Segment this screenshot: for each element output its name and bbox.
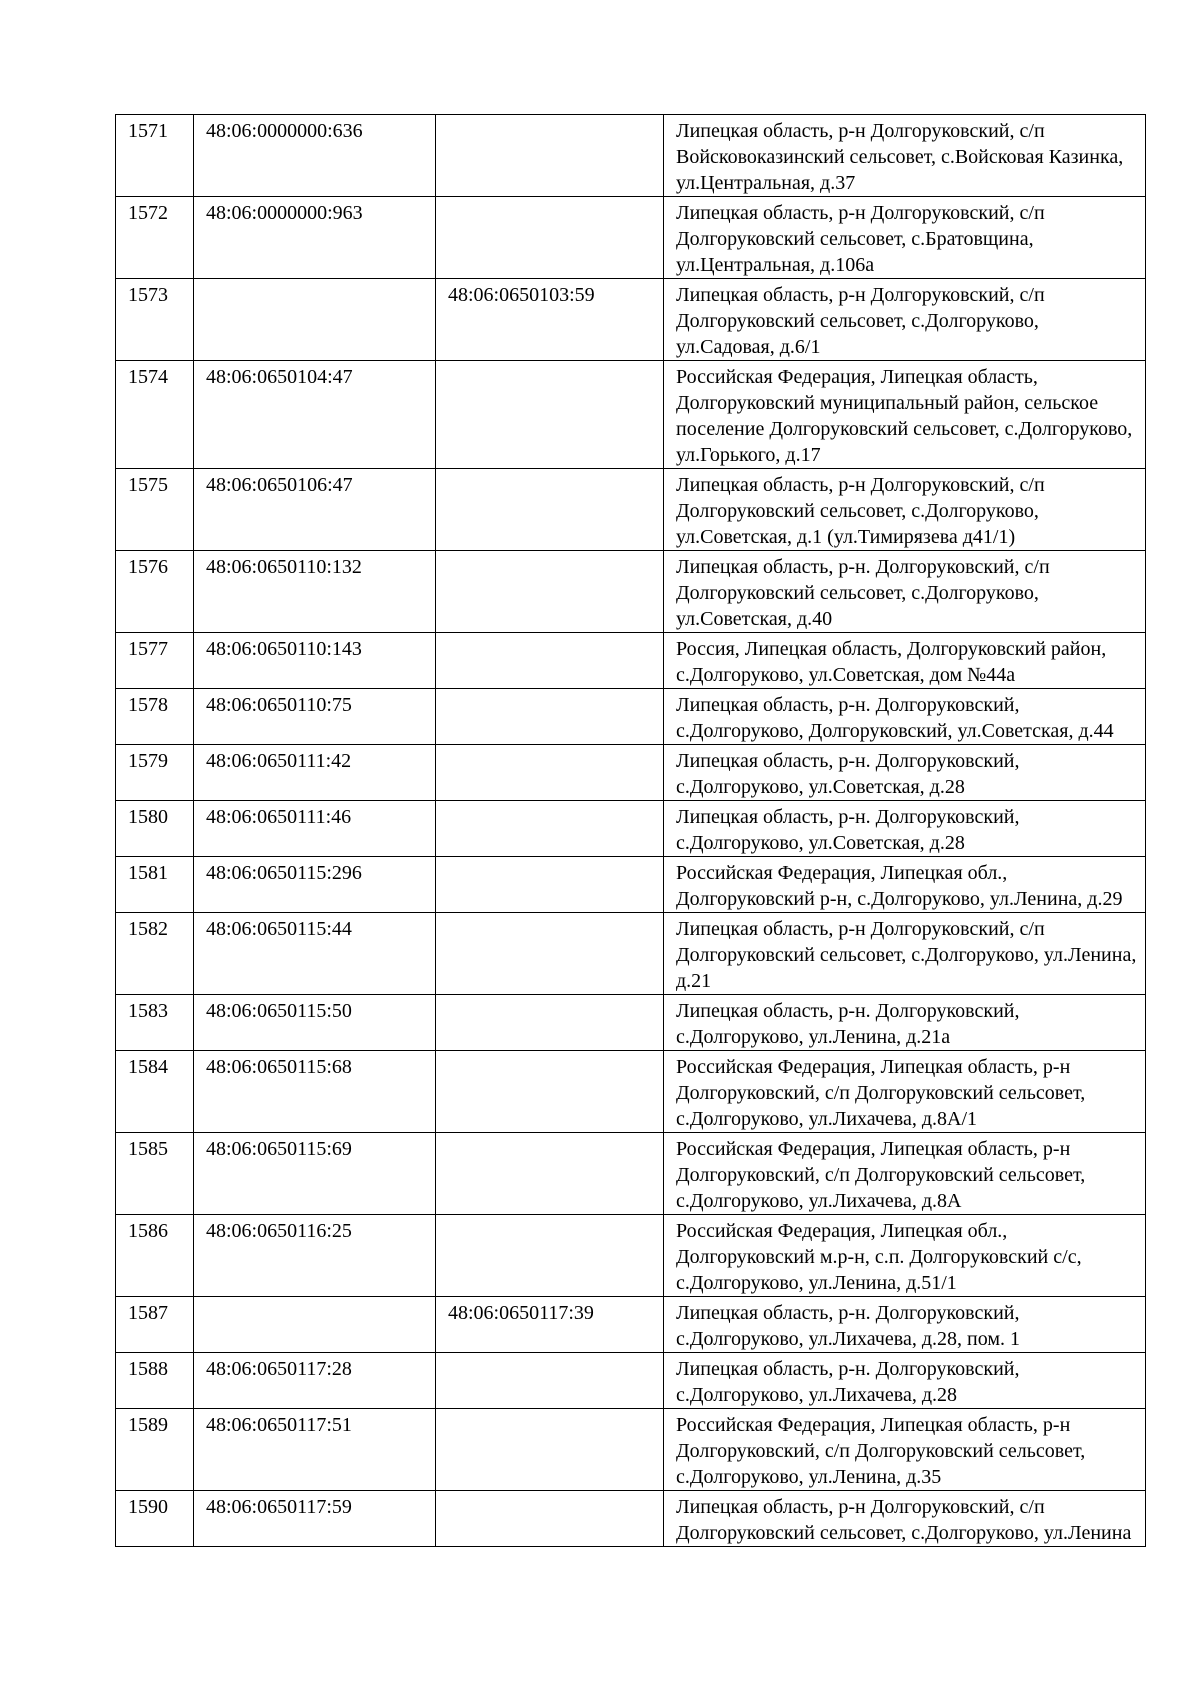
address: Российская Федерация, Липецкая обл., Долгоруковский р-н, с.Долгоруково, ул.Ленина, д.29 bbox=[664, 857, 1146, 913]
address: Российская Федерация, Липецкая область, р-н Долгоруковский, с/п Долгоруковский сельсовет, с.Долгоруково, ул.Ленина, д.35 bbox=[664, 1409, 1146, 1491]
table-row bbox=[116, 197, 1146, 279]
address: Липецкая область, р-н Долгоруковский, с/п Войсковоказинский сельсовет, с.Войсковая Казинка, ул.Центральная, д.37 bbox=[664, 115, 1146, 197]
address: Липецкая область, р-н. Долгоруковский, с.Долгоруково, ул.Ленина, д.21а bbox=[664, 995, 1146, 1051]
table-row bbox=[116, 1353, 1146, 1409]
related-cadastral-number bbox=[436, 551, 664, 633]
row-number: 1573 bbox=[116, 279, 194, 361]
table-row bbox=[116, 1409, 1146, 1491]
address: Липецкая область, р-н. Долгоруковский, с.Долгоруково, Долгоруковский, ул.Советская, д.44 bbox=[664, 689, 1146, 745]
row-number: 1574 bbox=[116, 361, 194, 469]
related-cadastral-number bbox=[436, 913, 664, 995]
address: Российская Федерация, Липецкая обл., Долгоруковский м.р-н, с.п. Долгоруковский с/с, с.Долгоруково, ул.Ленина, д.51/1 bbox=[664, 1215, 1146, 1297]
table-row bbox=[116, 1051, 1146, 1133]
cadastral-number: 48:06:0650110:132 bbox=[194, 551, 436, 633]
related-cadastral-number: 48:06:0650103:59 bbox=[436, 279, 664, 361]
address: Россия, Липецкая область, Долгоруковский район, с.Долгоруково, ул.Советская, дом №44а bbox=[664, 633, 1146, 689]
row-number: 1587 bbox=[116, 1297, 194, 1353]
row-number: 1579 bbox=[116, 745, 194, 801]
related-cadastral-number bbox=[436, 361, 664, 469]
table-row bbox=[116, 801, 1146, 857]
cadastral-number: 48:06:0650115:296 bbox=[194, 857, 436, 913]
address: Липецкая область, р-н Долгоруковский, с/п Долгоруковский сельсовет, с.Долгоруково, ул.Ленина, д.21 bbox=[664, 913, 1146, 995]
table-row bbox=[116, 745, 1146, 801]
cadastral-number: 48:06:0650111:46 bbox=[194, 801, 436, 857]
table-row bbox=[116, 1297, 1146, 1353]
address: Российская Федерация, Липецкая область, р-н Долгоруковский, с/п Долгоруковский сельсовет, с.Долгоруково, ул.Лихачева, д.8А bbox=[664, 1133, 1146, 1215]
related-cadastral-number bbox=[436, 745, 664, 801]
cadastral-number: 48:06:0000000:963 bbox=[194, 197, 436, 279]
row-number: 1583 bbox=[116, 995, 194, 1051]
related-cadastral-number bbox=[436, 995, 664, 1051]
address: Липецкая область, р-н. Долгоруковский, с.Долгоруково, ул.Лихачева, д.28 bbox=[664, 1353, 1146, 1409]
address: Липецкая область, р-н Долгоруковский, с/п Долгоруковский сельсовет, с.Долгоруково, ул.Советская, д.1 (ул.Тимирязева д41/1) bbox=[664, 469, 1146, 551]
cadastral-number: 48:06:0650117:51 bbox=[194, 1409, 436, 1491]
address: Липецкая область, р-н. Долгоруковский, с.Долгоруково, ул.Советская, д.28 bbox=[664, 801, 1146, 857]
related-cadastral-number: 48:06:0650117:39 bbox=[436, 1297, 664, 1353]
table-row bbox=[116, 995, 1146, 1051]
table-row bbox=[116, 633, 1146, 689]
related-cadastral-number bbox=[436, 1353, 664, 1409]
related-cadastral-number bbox=[436, 469, 664, 551]
address: Липецкая область, р-н Долгоруковский, с/п Долгоруковский сельсовет, с.Братовщина, ул.Центральная, д.106а bbox=[664, 197, 1146, 279]
table-row bbox=[116, 279, 1146, 361]
cadastral-number: 48:06:0650115:50 bbox=[194, 995, 436, 1051]
cadastral-number: 48:06:0650111:42 bbox=[194, 745, 436, 801]
table-row bbox=[116, 689, 1146, 745]
related-cadastral-number bbox=[436, 1491, 664, 1547]
address: Российская Федерация, Липецкая область, р-н Долгоруковский, с/п Долгоруковский сельсовет, с.Долгоруково, ул.Лихачева, д.8А/1 bbox=[664, 1051, 1146, 1133]
row-number: 1576 bbox=[116, 551, 194, 633]
row-number: 1589 bbox=[116, 1409, 194, 1491]
row-number: 1585 bbox=[116, 1133, 194, 1215]
table-row bbox=[116, 115, 1146, 197]
cadastral-number bbox=[194, 279, 436, 361]
cadastral-number: 48:06:0650117:28 bbox=[194, 1353, 436, 1409]
cadastral-number: 48:06:0650110:143 bbox=[194, 633, 436, 689]
table-row bbox=[116, 469, 1146, 551]
row-number: 1586 bbox=[116, 1215, 194, 1297]
related-cadastral-number bbox=[436, 857, 664, 913]
table-row bbox=[116, 551, 1146, 633]
property-registry-table bbox=[115, 114, 1146, 1547]
related-cadastral-number bbox=[436, 801, 664, 857]
address: Липецкая область, р-н. Долгоруковский, с.Долгоруково, ул.Советская, д.28 bbox=[664, 745, 1146, 801]
cadastral-number: 48:06:0650116:25 bbox=[194, 1215, 436, 1297]
address: Липецкая область, р-н. Долгоруковский, с/п Долгоруковский сельсовет, с.Долгоруково, ул.Советская, д.40 bbox=[664, 551, 1146, 633]
row-number: 1578 bbox=[116, 689, 194, 745]
related-cadastral-number bbox=[436, 1133, 664, 1215]
row-number: 1581 bbox=[116, 857, 194, 913]
address: Липецкая область, р-н Долгоруковский, с/п Долгоруковский сельсовет, с.Долгоруково, ул.Ленина bbox=[664, 1491, 1146, 1547]
table-row bbox=[116, 361, 1146, 469]
row-number: 1572 bbox=[116, 197, 194, 279]
cadastral-number: 48:06:0650104:47 bbox=[194, 361, 436, 469]
cadastral-number: 48:06:0650115:68 bbox=[194, 1051, 436, 1133]
address: Российская Федерация, Липецкая область, Долгоруковский муниципальный район, сельское поселение Долгоруковский сельсовет, с.Долгоруково, ул.Горького, д.17 bbox=[664, 361, 1146, 469]
table-row bbox=[116, 1491, 1146, 1547]
row-number: 1590 bbox=[116, 1491, 194, 1547]
cadastral-number: 48:06:0000000:636 bbox=[194, 115, 436, 197]
cadastral-number: 48:06:0650115:69 bbox=[194, 1133, 436, 1215]
cadastral-number: 48:06:0650106:47 bbox=[194, 469, 436, 551]
row-number: 1575 bbox=[116, 469, 194, 551]
document-page bbox=[115, 114, 1145, 1547]
row-number: 1580 bbox=[116, 801, 194, 857]
address: Липецкая область, р-н Долгоруковский, с/п Долгоруковский сельсовет, с.Долгоруково, ул.Садовая, д.6/1 bbox=[664, 279, 1146, 361]
related-cadastral-number bbox=[436, 633, 664, 689]
table-row bbox=[116, 857, 1146, 913]
related-cadastral-number bbox=[436, 1409, 664, 1491]
registry-table-body bbox=[116, 115, 1146, 1547]
cadastral-number: 48:06:0650110:75 bbox=[194, 689, 436, 745]
row-number: 1577 bbox=[116, 633, 194, 689]
cadastral-number bbox=[194, 1297, 436, 1353]
row-number: 1582 bbox=[116, 913, 194, 995]
table-row bbox=[116, 913, 1146, 995]
row-number: 1584 bbox=[116, 1051, 194, 1133]
related-cadastral-number bbox=[436, 1215, 664, 1297]
table-row bbox=[116, 1215, 1146, 1297]
cadastral-number: 48:06:0650115:44 bbox=[194, 913, 436, 995]
related-cadastral-number bbox=[436, 1051, 664, 1133]
related-cadastral-number bbox=[436, 115, 664, 197]
row-number: 1588 bbox=[116, 1353, 194, 1409]
row-number: 1571 bbox=[116, 115, 194, 197]
address: Липецкая область, р-н. Долгоруковский, с.Долгоруково, ул.Лихачева, д.28, пом. 1 bbox=[664, 1297, 1146, 1353]
cadastral-number: 48:06:0650117:59 bbox=[194, 1491, 436, 1547]
table-row bbox=[116, 1133, 1146, 1215]
related-cadastral-number bbox=[436, 689, 664, 745]
related-cadastral-number bbox=[436, 197, 664, 279]
